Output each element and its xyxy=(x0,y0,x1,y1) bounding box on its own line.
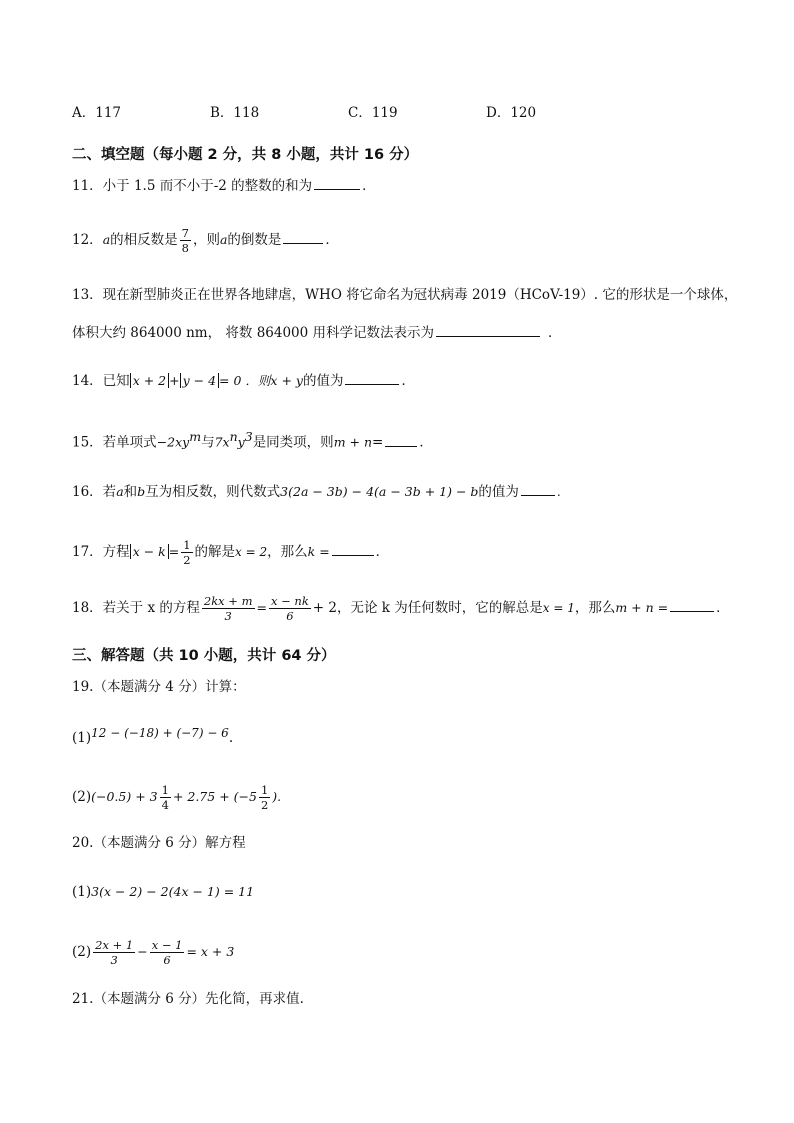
question-19-part-2 xyxy=(72,783,281,812)
choice-d: D．120 xyxy=(486,105,537,121)
question-14 xyxy=(72,371,415,391)
q17-abs: x − k xyxy=(130,544,169,559)
question-19-title: 19.（本题满分 4 分）计算： xyxy=(72,679,246,695)
question-21-title: 21.（本题满分 6 分）先化简，再求值. xyxy=(72,991,304,1007)
q16-var-b: b xyxy=(137,484,146,499)
fraction-denominator: 8 xyxy=(181,241,189,255)
q18-equals: = xyxy=(256,600,267,615)
q15-expression: m + n xyxy=(333,434,373,450)
question-20-part-2 xyxy=(72,938,234,967)
q19-expression-2a: (−0.5) + 3 xyxy=(91,789,158,804)
q15-exponent-m: m xyxy=(189,429,202,444)
q18-end: ． xyxy=(716,600,730,616)
fraction-denominator: 3 xyxy=(224,609,232,623)
q17-fraction xyxy=(181,538,192,567)
q15-exponent-3: 3 xyxy=(244,429,253,444)
fraction-numerator: x − 1 xyxy=(151,938,183,952)
question-12 xyxy=(72,226,339,255)
q12-fraction xyxy=(180,226,191,255)
choice-b: B．118 xyxy=(210,105,260,121)
q14-abs-1: x + 2 xyxy=(130,373,169,388)
q11-end: ． xyxy=(362,178,376,194)
q19-fraction-2 xyxy=(259,783,270,812)
q20-fraction-1 xyxy=(93,938,135,967)
fraction-numerator: x − nk xyxy=(270,594,309,608)
q16-text-3: 互为相反数，则代数式 xyxy=(145,484,281,500)
fraction-numerator: 2kx + m xyxy=(203,594,253,608)
q17-solution: x = 2 xyxy=(235,545,268,559)
question-18 xyxy=(72,594,730,623)
question-15 xyxy=(72,427,433,453)
q13-end: ． xyxy=(548,325,562,341)
q16-var-a: a xyxy=(116,484,124,499)
q15-monomial-2: 7x xyxy=(214,434,230,450)
q17-k-equals: k = xyxy=(307,544,330,559)
q19-expression-1: 12 − (−18) + (−7) − 6 xyxy=(91,726,229,740)
q16-text-4: 的值为 xyxy=(478,484,519,500)
question-11 xyxy=(72,176,376,196)
fraction-numerator: 2x + 1 xyxy=(95,938,134,952)
q15-text-2: 与 xyxy=(201,434,215,451)
q15-text: 15．若单项式 xyxy=(72,434,157,451)
answer-blank xyxy=(283,230,323,244)
choice-c: C．119 xyxy=(348,105,398,121)
q20-equation-2-rest: = x + 3 xyxy=(186,944,235,959)
answer-blank xyxy=(345,371,399,385)
choice-a: A．117 xyxy=(72,105,122,121)
q17-text-2: 的解是 xyxy=(194,544,236,560)
q15-exponent-n: n xyxy=(229,429,238,444)
q14-text: 14．已知 xyxy=(72,373,130,389)
answer-blank xyxy=(521,482,555,496)
q17-text-3: ，那么 xyxy=(267,544,308,560)
q16-text-2: 和 xyxy=(123,484,138,500)
q12-var-a: a xyxy=(102,232,111,247)
q17-text: 17．方程 xyxy=(72,544,130,560)
fraction-numerator: 1 xyxy=(161,783,169,797)
q17-equals: = xyxy=(168,544,180,559)
answer-blank xyxy=(314,176,360,190)
answer-blank xyxy=(332,542,374,556)
q18-fraction-1 xyxy=(202,594,255,623)
q12-text: 的相反数是 xyxy=(110,232,178,248)
q12-text-3: 的倒数是 xyxy=(227,232,282,248)
section-2-heading: 二、填空题（每小题 2 分，共 8 小题，共计 16 分） xyxy=(72,147,419,163)
q15-text-3: 是同类项，则 xyxy=(252,434,334,451)
q18-solution: x = 1 xyxy=(542,601,575,615)
q12-number: 12． xyxy=(72,232,103,248)
q19-fraction-1 xyxy=(160,783,171,812)
fraction-denominator: 6 xyxy=(286,609,294,623)
q15-end: ． xyxy=(419,434,433,451)
fraction-denominator: 6 xyxy=(163,953,171,967)
q20-minus: − xyxy=(137,944,148,959)
q16-end: . xyxy=(556,485,561,499)
q14-expression: x + y xyxy=(270,373,303,388)
question-17 xyxy=(72,538,389,567)
q18-expression: m + n = xyxy=(615,600,669,615)
question-16 xyxy=(72,482,561,502)
q12-text-2: ，则 xyxy=(192,232,220,248)
answer-blank xyxy=(385,433,417,447)
question-13-line-2 xyxy=(72,323,562,343)
q12-end: ． xyxy=(325,232,339,248)
part-label: (1) xyxy=(72,884,92,900)
q14-equals: = 0 ．则 xyxy=(219,373,271,388)
q14-plus: + xyxy=(169,373,180,388)
q14-end: ． xyxy=(401,373,415,389)
q11-text: 11．小于 1.5 而不小于-2 的整数的和为 xyxy=(72,178,313,194)
fraction-denominator: 4 xyxy=(161,798,169,812)
q20-equation-1: 3(x − 2) − 2(4x − 1) = 11 xyxy=(91,884,255,899)
q14-abs-2: y − 4 xyxy=(180,373,219,388)
q19-expression-2b: + 2.75 + (−5 xyxy=(172,789,257,804)
q20-fraction-2 xyxy=(150,938,185,967)
fraction-denominator: 3 xyxy=(110,953,118,967)
section-3-heading: 三、解答题（共 10 小题，共计 64 分） xyxy=(72,648,336,664)
fraction-numerator: 1 xyxy=(260,783,269,797)
q13-text: 体积大约 864000 nm， 将数 864000 用科学记数法表示为 xyxy=(72,325,435,341)
q18-text-2: + 2，无论 k 为任何数时，它的解总是 xyxy=(312,600,543,616)
question-20-part-1 xyxy=(72,882,254,902)
fraction-denominator: 2 xyxy=(183,553,191,567)
part-label: (1) xyxy=(72,730,92,746)
part-label: (2) xyxy=(72,789,92,805)
answer-blank xyxy=(436,323,540,337)
answer-blank xyxy=(670,598,714,612)
q18-fraction-2 xyxy=(269,594,311,623)
fraction-numerator: 7 xyxy=(181,226,189,240)
q18-text-3: ，那么 xyxy=(574,600,616,616)
q15-monomial-2-y: y xyxy=(237,434,245,450)
q15-equals: = xyxy=(372,434,384,451)
q18-text: 18．若关于 x 的方程 xyxy=(72,600,200,616)
question-19-part-1 xyxy=(72,728,233,748)
q16-text: 16．若 xyxy=(72,484,117,500)
q17-end: ． xyxy=(375,544,390,560)
q16-expression: 3(2a − 3b) − 4(a − 3b + 1) − b xyxy=(280,484,479,499)
fraction-numerator: 1 xyxy=(183,538,191,552)
q15-monomial-1: −2xy xyxy=(156,434,190,450)
q14-text-2: 的值为 xyxy=(302,373,344,389)
question-20-title: 20.（本题满分 6 分）解方程 xyxy=(72,835,246,851)
question-13-line-1: 13．现在新型肺炎正在世界各地肆虐，WHO 将它命名为冠状病毒 2019（HCoV-19）. 它的形状是一个球体， xyxy=(72,287,738,303)
part-label: (2) xyxy=(72,944,92,960)
q19-end-2: ). xyxy=(272,789,282,804)
q19-end-1: . xyxy=(228,730,234,746)
fraction-denominator: 2 xyxy=(260,798,269,812)
q12-var-a-2: a xyxy=(219,232,228,247)
